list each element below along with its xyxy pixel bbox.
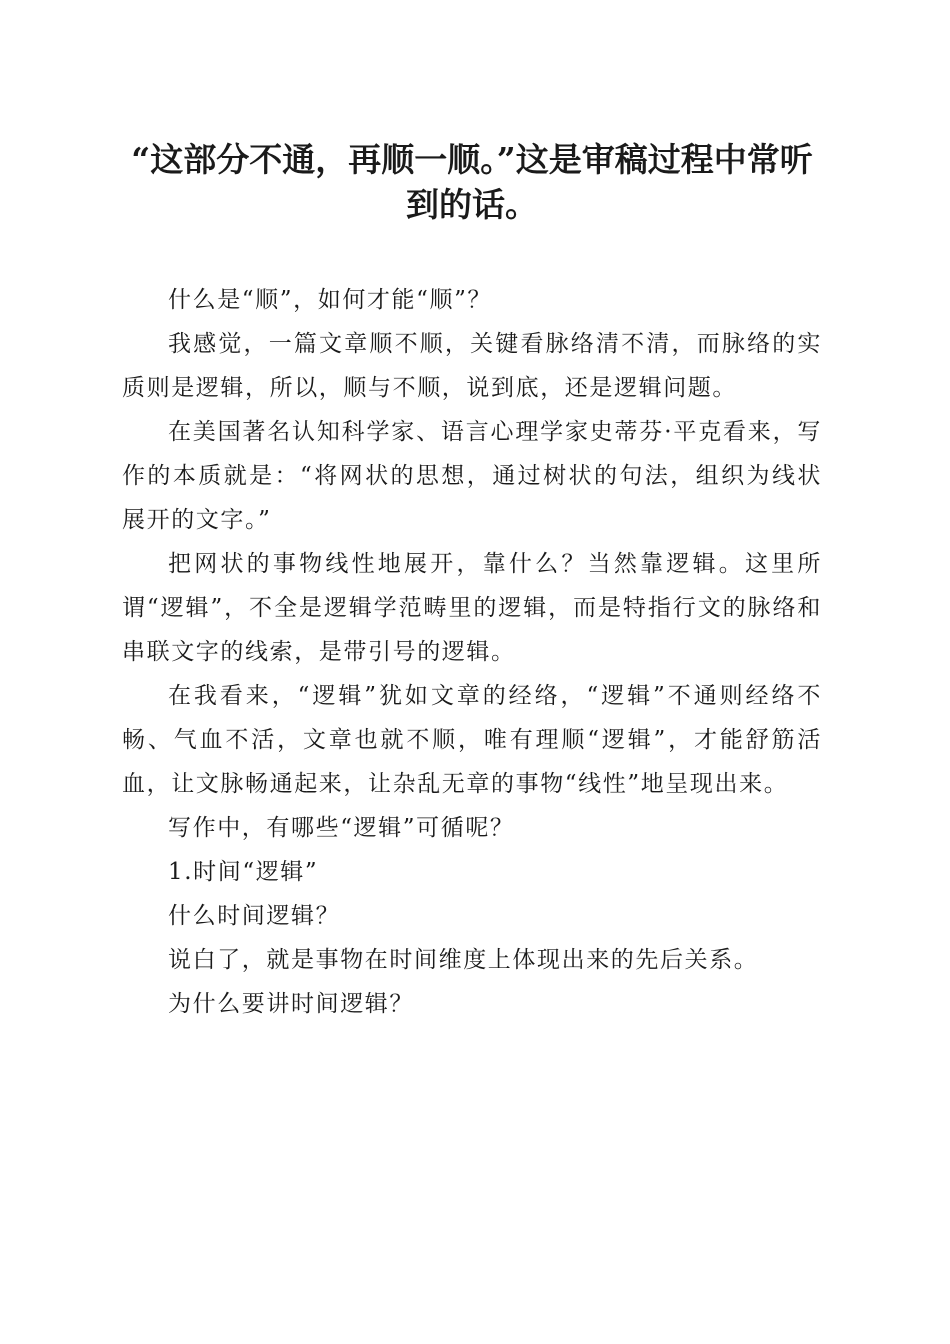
paragraph: 把网状的事物线性地展开，靠什么？当然靠逻辑。这里所谓“逻辑”，不全是逻辑学范畴里的逻辑，而是特指行文的脉络和串联文字的线索，是带引号的逻辑。: [122, 551, 822, 665]
paragraph: 写作中，有哪些“逻辑”可循呢？: [168, 815, 515, 841]
paragraph: 我感觉，一篇文章顺不顺，关键看脉络清不清，而脉络的实质则是逻辑，所以，顺与不顺，说到底，还是逻辑问题。: [122, 331, 822, 401]
document-title: “这部分不通，再顺一顺。”这是审稿过程中常听到的话。: [131, 140, 813, 224]
paragraph: 什么是“顺”，如何才能“顺”？: [168, 287, 493, 313]
document-body: [122, 278, 822, 1026]
paragraph: 在美国著名认知科学家、语言心理学家史蒂芬·平克看来，写作的本质就是：“将网状的思想，通过树状的句法，组织为线状展开的文字。”: [122, 419, 822, 533]
paragraph: 说白了，就是事物在时间维度上体现出来的先后关系。: [168, 947, 759, 973]
paragraph: 什么时间逻辑？: [168, 903, 341, 929]
paragraph: 为什么要讲时间逻辑？: [168, 991, 414, 1017]
paragraph: 在我看来，“逻辑”犹如文章的经络，“逻辑”不通则经络不畅、气血不活，文章也就不顺，唯有理顺“逻辑”，才能舒筋活血，让文脉畅通起来，让杂乱无章的事物“线性”地呈现出来。: [122, 683, 822, 797]
section-heading: 1.时间“逻辑”: [168, 859, 319, 885]
